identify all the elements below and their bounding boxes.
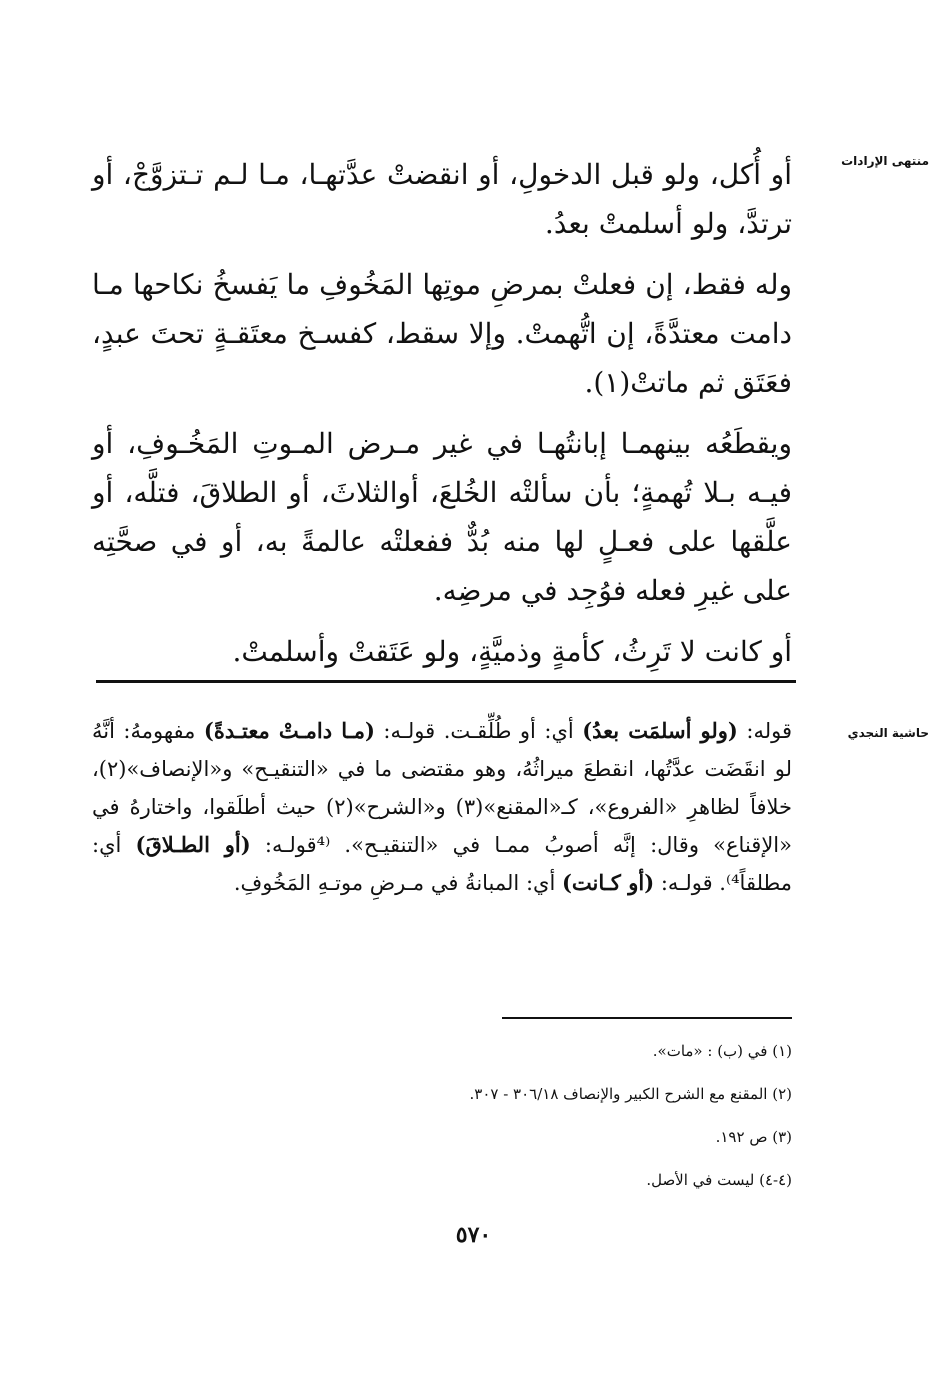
hashiya-segment: قوله: xyxy=(737,719,792,743)
main-paragraph-2: وله فقط، إن فعلتْ بمرضِ موتِها المَخُوفِ ما يَفسخُ نكاحها مـا دامت معتدَّةً، إن اتُّهمتْ. وإلا سقط، كفسـخ معتَقـةٍ تحتَ عبدٍ، فعَتَق ثم ماتتْ(١). xyxy=(92,268,792,399)
footnote-1: (١) في (ب) : «مات». xyxy=(652,1042,792,1060)
footnote-divider xyxy=(502,1017,792,1019)
page-number: ٥٧٠ xyxy=(455,1222,492,1248)
hashiya-quote: (مـا دامـتْ معتـدةً) xyxy=(203,718,375,743)
footnote-3: (٣) ص ١٩٢. xyxy=(715,1128,792,1146)
main-text xyxy=(92,150,792,688)
hashiya-quote: (ولو أسلمَت بعدُ) xyxy=(582,718,738,743)
main-paragraph-4: أو كانت لا تَرِثُ، كأمةٍ وذميَّةٍ، ولو عَتَقتْ وأسلمتْ. xyxy=(232,635,792,668)
hashiya-segment: أي: مطلقاً⁴⁾. قولـه: xyxy=(92,833,792,895)
footnote-2: (٢) المقنع مع الشرح الكبير والإنصاف ٣٠٦/١٨ - ٣٠٧. xyxy=(469,1085,792,1103)
hashiya-commentary xyxy=(92,712,792,902)
section-divider xyxy=(96,680,796,683)
main-paragraph-1: أو أُكل، ولو قبل الدخولِ، أو انقضتْ عدَّتهـا، مـا لـم تـتزوَّجْ، أو ترتدَّ، ولو أسلمتْ بعدُ. xyxy=(92,158,792,240)
footnote-4: (٤-٤) ليست في الأصل. xyxy=(646,1171,792,1189)
hashiya-segment: أي: المبانةُ في مـرضِ موتـهِ المَخُوفِ. xyxy=(233,871,562,895)
main-paragraph-3: ويقطَعُه بينهمـا إبانتُهـا في غير مـرض المـوتِ المَخُـوفِ، أو فيـه بـلا تُهمةٍ؛ بأن سألتْه الخُلعَ، أوالثلاثَ، أو الطلاقَ، فتلَّه، أو علَّقها على فعـلٍ لها منه بُدٌّ ففعلتْه عالمةً به، أو في صحَّتِه على غيرِ فعله فوُجِد في مرضِه. xyxy=(92,427,792,607)
hashiya-quote: (أو كـانت) xyxy=(561,870,655,895)
side-label-muntaha: منتهى الإرادات xyxy=(841,154,929,168)
side-label-hashiya: حاشية النجدي xyxy=(847,726,929,740)
hashiya-segment: أي: أو طُلِّقـت. قولـه: xyxy=(374,719,583,743)
hashiya-quote: (أو الطـلاقَ) xyxy=(135,832,251,857)
footnotes xyxy=(92,1030,792,1202)
hashiya-segment: مفهومهُ: أنَّهُ لو انقَضَت عدَّتُها، انقطعَ ميراثُهُ، وهو مقتضى ما في «التنقيـح» و«الإنصاف»(٢)، خلافاً لظاهرِ «الفروع»، كـ«المقنع»(٣) و«الشرح»(٢) حيث أطلَقوا، واختارهُ في «الإقناع» وقال: إنَّه أصوبُ ممـا في «التنقيـح». ⁽⁴قولـه: xyxy=(92,719,793,857)
hashiya-paragraph xyxy=(92,712,792,902)
